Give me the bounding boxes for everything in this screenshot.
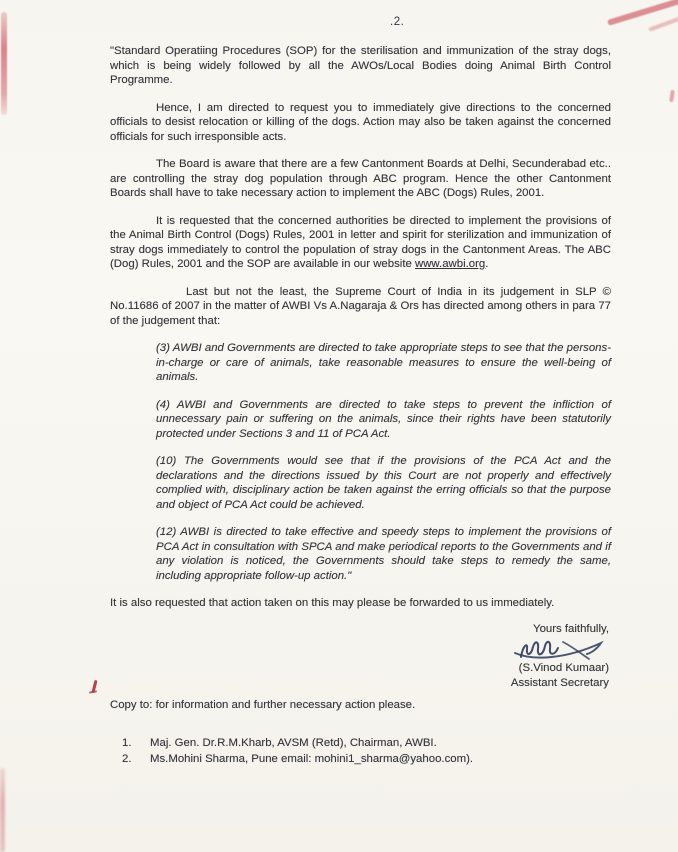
awbi-website-link[interactable]: www.awbi.org	[414, 258, 486, 270]
paragraph-hence-request: Hence, I am directed to request you to immediately give directions to the concerned officials to desist relocation or killing of the dogs. Action may also be taken against the concerned officials for such irresponsible acts.	[110, 101, 611, 143]
scan-smudge-top-right	[607, 0, 678, 26]
scan-smudge-right-edge	[669, 90, 675, 102]
copy-to-item-2-number: 2.	[122, 752, 132, 765]
paragraph-sop: "Standard Operatiing Procedures (SOP) for the sterilisation and immunization of the stray dogs, which is being widely followed by all the AWOs/Local Bodies doing Animal Birth Control Programme.	[110, 45, 611, 86]
copy-to-item-1	[110, 735, 611, 751]
red-pen-mark	[91, 680, 97, 693]
scan-smudge-top-right-secondary	[648, 16, 678, 31]
scan-smudge-left-top	[1, 12, 7, 115]
page-number: .2.	[390, 16, 405, 28]
quoted-direction-10: (10) The Governments would see that if the provisions of the PCA Act and the declarations and the directions issued by this Court are not properly and effectively complied with, disciplinary action be taken against the erring officials so that the purpose and object of PCA Act could be achieved.	[156, 455, 611, 511]
paragraph-abc-rules-period: .	[485, 258, 489, 270]
quoted-direction-4: (4) AWBI and Governments are directed to take steps to prevent the infliction of unnecessary pain or suffering on the animals, since their rights have been statutorily protected under Sections 3 and 11 of PCA Act.	[156, 398, 611, 440]
signatory-title: Assistant Secretary	[510, 676, 609, 689]
quoted-direction-12: (12) AWBI is directed to take effective and speedy steps to implement the provisions of PCA Act in consultation with SPCA and make periodical reports to the Governments and if any violation is noticed, the Governments should take steps to remedy the same, including appropriate follow-up action."	[156, 526, 611, 582]
closing-request: It is also requested that action taken on this may please be forwarded to us immediately.	[110, 597, 555, 609]
scan-smudge-left-bottom	[0, 768, 5, 852]
copy-to-item-2	[110, 751, 611, 767]
signature-block	[110, 622, 611, 691]
copy-to-item-2-text: Ms.Mohini Sharma, Pune email: mohini1_sharma@yahoo.com).	[150, 752, 474, 765]
signatory-name: (S.Vinod Kumaar)	[518, 662, 609, 674]
letter-body	[110, 44, 611, 767]
copy-to-list	[110, 735, 611, 767]
copy-to-item-1-number: 1.	[122, 736, 132, 749]
copy-to-item-1-text: Maj. Gen. Dr.R.M.Kharb, AVSM (Retd), Chairman, AWBI.	[150, 736, 437, 749]
valediction: Yours faithfully,	[533, 622, 609, 635]
paragraph-abc-rules	[110, 214, 611, 272]
red-pen-mark-flick	[89, 690, 97, 693]
paragraph-cantonment-boards: The Board is aware that there are a few Cantonment Boards at Delhi, Secunderabad etc.. are controlling the stray dog population through ABC program. Hence the other Cantonment Boards shall have to take necessary action to implement the ABC (Dogs) Rules, 2001.	[110, 158, 611, 199]
paragraph-supreme-court: Last but not the least, the Supreme Court of India in its judgement in SLP © No.11686 of 2007 in the matter of AWBI Vs A.Nagaraja & Ors has directed among others in para 77 of the judgement that:	[110, 285, 611, 327]
paragraph-abc-rules-text: It is requested that the concerned authorities be directed to implement the provisions of the Animal Birth Control (Dogs) Rules, 2001 in letter and spirit for sterilization and immunization of stray dogs immediately to control the population of stray dogs in the Cantonment Areas. The ABC (Dog) Rules, 2001 and the SOP are available in our website	[110, 214, 611, 270]
quoted-direction-3: (3) AWBI and Governments are directed to take appropriate steps to see that the persons-in-charge or care of animals, take reasonable measures to ensure the well-being of animals.	[156, 342, 611, 383]
copy-to-label: Copy to: for information and further necessary action please.	[110, 699, 416, 711]
